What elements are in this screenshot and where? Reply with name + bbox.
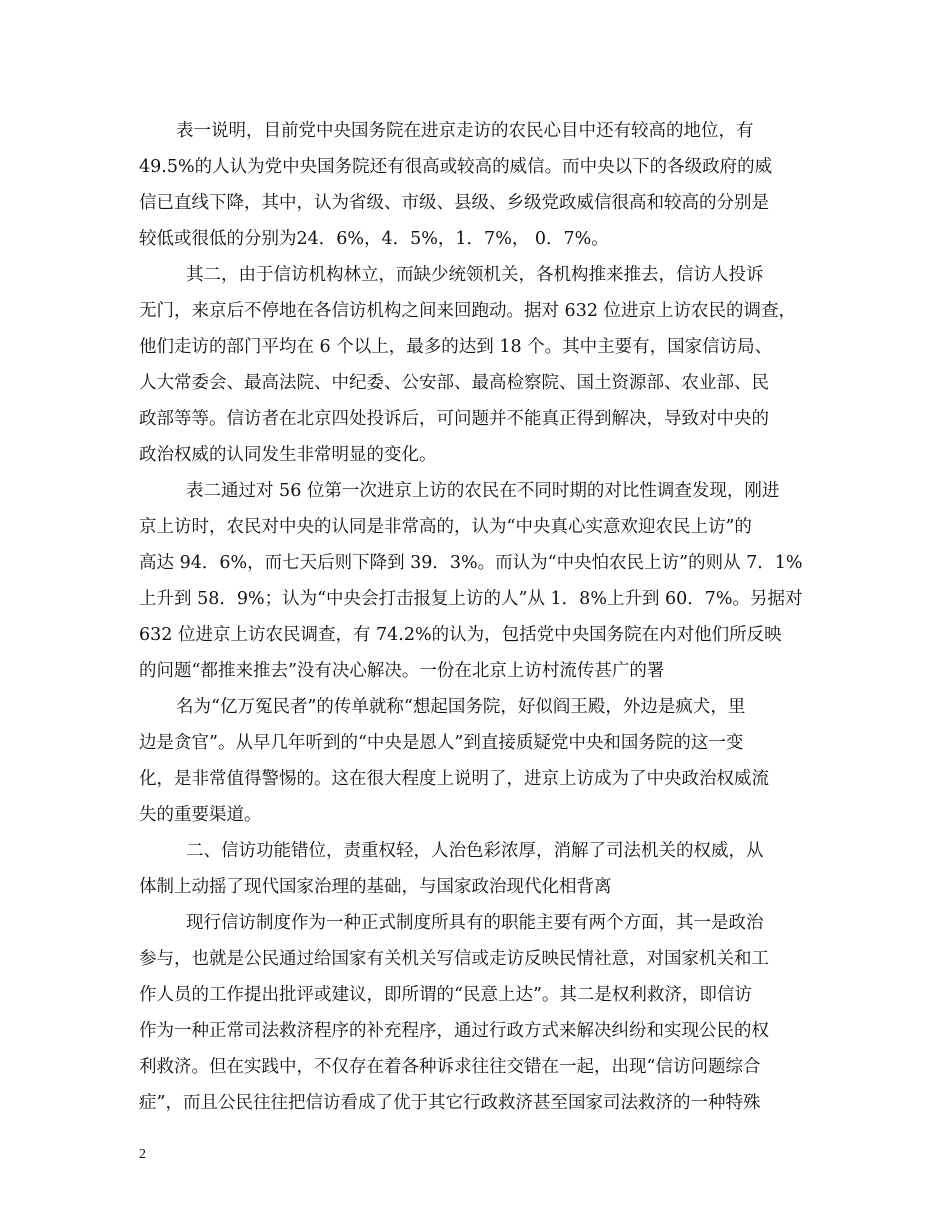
paragraph-3-line-6: 的问题“都推来推去”没有决心解决。一份在北京上访村流传甚广的署: [139, 661, 665, 681]
section-heading-line-2: 体制上动摇了现代国家治理的基础，与国家政治现代化相背离: [139, 877, 612, 897]
paragraph-2-line-1: 其二，由于信访机构林立，而缺少统领机关，各机构推来推去，信访人投诉: [186, 265, 764, 285]
paragraph-6-line-4: 作为一种正常司法救济程序的补充程序，通过行政方式来解决纠纷和实现公民的权: [139, 1021, 769, 1041]
paragraph-2-line-6: 政治权威的认同发生非常明显的变化。: [139, 445, 437, 465]
paragraph-6-line-6: 症”，而且公民往往把信访看成了优于其它行政救济甚至国家司法救济的一种特殊: [139, 1093, 761, 1113]
paragraph-3-line-4: 上升到 58．9%；认为“中央会打击报复上访的人”从 1．8%上升到 60．7%。另据对: [139, 589, 803, 609]
paragraph-2-line-3: 他们走访的部门平均在 6 个以上，最多的达到 18 个。其中主要有，国家信访局、: [139, 337, 773, 357]
paragraph-4-line-4: 失的重要渠道。: [139, 805, 262, 825]
paragraph-6-line-2: 参与，也就是公民通过给国家有关机关写信或走访反映民情社意，对国家机关和工: [139, 949, 769, 969]
paragraph-6-line-1: 现行信访制度作为一种正式制度所具有的职能主要有两个方面，其一是政治: [186, 913, 764, 933]
paragraph-6-line-5: 利救济。但在实践中，不仅存在着各种诉求往往交错在一起，出现“信访问题综合: [139, 1057, 761, 1077]
paragraph-3-line-2: 京上访时，农民对中央的认同是非常高的，认为“中央真心实意欢迎农民上访”的: [139, 517, 752, 537]
paragraph-2-line-2: 无门，来京后不停地在各信访机构之间来回跑动。据对 632 位进京上访农民的调查，: [139, 301, 797, 321]
paragraph-6-line-3: 作人员的工作提出批评或建议，即所谓的“民意上达”。其二是权利救济，即信访: [139, 985, 752, 1005]
paragraph-2-line-5: 政部等等。信访者在北京四处投诉后，可问题并不能真正得到解决，导致对中央的: [139, 409, 769, 429]
paragraph-2-line-4: 人大常委会、最高法院、中纪委、公安部、最高检察院、国土资源部、农业部、民: [139, 373, 769, 393]
paragraph-4-line-3: 化，是非常值得警惕的。这在很大程度上说明了，进京上访成为了中央政治权威流: [139, 769, 769, 789]
paragraph-4-line-1: 名为“亿万冤民者”的传单就称“想起国务院，好似阎王殿，外边是疯犬，里: [176, 697, 746, 717]
section-heading-line-1: 二、信访功能错位，责重权轻，人治色彩浓厚，消解了司法机关的权威，从: [186, 841, 764, 861]
paragraph-4-line-2: 边是贪官”。从早几年听到的“中央是恩人”到直接质疑党中央和国务院的这一变: [139, 733, 744, 753]
page-number: 2: [139, 1147, 146, 1162]
paragraph-3-line-5: 632 位进京上访农民调查，有 74.2%的认为，包括党中央国务院在内对他们所反映: [139, 625, 782, 645]
paragraph-1-line-3: 信已直线下降，其中，认为省级、市级、县级、乡级党政威信很高和较高的分别是: [139, 193, 769, 213]
paragraph-3-line-3: 高达 94．6%，而七天后则下降到 39．3%。而认为“中央怕农民上访”的则从 7．1%: [139, 553, 803, 573]
paragraph-1-line-2: 49.5%的人认为党中央国务院还有很高或较高的威信。而中央以下的各级政府的威: [139, 157, 773, 177]
paragraph-1-line-4: 较低或很低的分别为24．6%，4．5%，1．7%， 0．7%。: [139, 229, 609, 249]
paragraph-1-line-1: 表一说明，目前党中央国务院在进京走访的农民心目中还有较高的地位，有: [176, 121, 754, 141]
paragraph-3-line-1: 表二通过对 56 位第一次进京上访的农民在不同时期的对比性调查发现，刚进: [186, 481, 780, 501]
